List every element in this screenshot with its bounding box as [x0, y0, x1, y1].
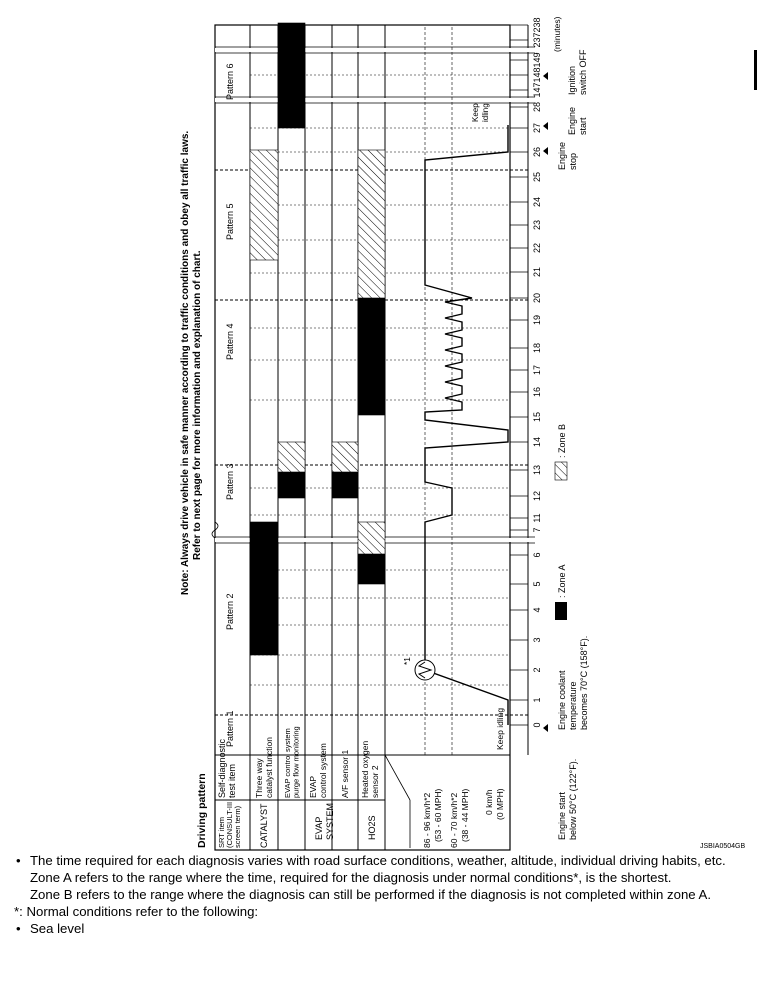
speed-mid-mph: (38 - 44 MPH): [460, 788, 470, 842]
annotation-engine-stop: stop: [568, 152, 578, 170]
zone-a-catalyst: [250, 525, 278, 655]
speed-trace: [425, 125, 508, 725]
zone-a-af-sensor: [332, 472, 358, 498]
time-tick-label: 11: [532, 513, 542, 523]
row-ho2s-srt: HO2S: [367, 815, 377, 840]
time-tick-label: 2: [532, 667, 542, 673]
pattern-label: Pattern 4: [225, 323, 235, 360]
zone-b-catalyst-p5: [250, 150, 278, 260]
time-tick-label: 1: [532, 697, 542, 703]
annotation-engine-start-cold: below 50°C (122°F).: [568, 758, 578, 840]
star1-label: *1: [402, 656, 412, 665]
note-sea-level-text: Sea level: [30, 921, 85, 936]
header-srt-item: (CONSULT-III: [225, 801, 234, 848]
time-tick-label: 148: [532, 67, 542, 83]
pattern-label: Pattern 2: [225, 593, 235, 630]
row-catalyst-item: Three way: [254, 758, 264, 798]
bullet-mark: •: [16, 853, 21, 868]
row-evap-purge: EVAP control system: [283, 728, 292, 798]
time-tick-label: 149: [532, 52, 542, 68]
time-tick-label: 14: [532, 436, 542, 448]
time-tick-label: 20: [532, 292, 542, 304]
note-bullet-time: [12, 852, 756, 869]
zone-b-af-sensor: [332, 442, 358, 472]
time-tick-label: 19: [532, 314, 542, 326]
annotation-engine-stop: Engine: [557, 141, 567, 170]
zone-a-evap-purge: [278, 472, 305, 498]
time-tick-label: 15: [532, 411, 542, 423]
legend-zone-a-swatch: [555, 602, 567, 620]
time-tick-label: 27: [532, 122, 542, 134]
speed-mid-label: 60 - 70 km/h*2: [449, 792, 459, 848]
note-zone-a: Zone A refers to the range where the time, required for the diagnosis under normal conditions*, is the shortest.: [30, 870, 672, 885]
event-arrow: [543, 724, 548, 732]
keep-idling-2-label: idling: [481, 103, 490, 122]
legend-zone-b-label: : Zone B: [557, 423, 567, 458]
time-tick-label: 5: [532, 581, 542, 587]
pattern-label: Pattern 5: [225, 203, 235, 240]
annotation-engine-start: start: [578, 117, 588, 135]
speed-zero-mph: (0 MPH): [495, 788, 505, 820]
speed-high-label: 86 - 96 km/h*2: [422, 792, 432, 848]
annotation-coolant: Engine coolant: [557, 670, 567, 730]
keep-idling-2-label: Keep: [471, 103, 480, 122]
annotation-engine-start: Engine: [567, 106, 577, 135]
row-af-sensor: A/F sensor 1: [340, 749, 350, 798]
notes-section: [12, 852, 756, 937]
note-normal-conditions: *: Normal conditions refer to the following:: [14, 904, 259, 919]
time-tick-label: 28: [532, 101, 542, 113]
time-tick-label: 17: [532, 364, 542, 376]
row-evap-purge: purge flow monitoring: [291, 726, 301, 798]
time-tick-label: 238: [532, 17, 542, 33]
bullet-mark: •: [16, 921, 21, 936]
note-bullet-sea-level: [12, 920, 756, 937]
time-tick-label: 3: [532, 637, 542, 643]
note-time-text: The time required for each diagnosis varies with road surface conditions, weather, altitude, individual driving habits, etc.: [30, 853, 726, 868]
header-srt-item: SRT item: [217, 817, 226, 848]
time-tick-label: 22: [532, 242, 542, 254]
keep-idling-label: Keep idling: [495, 707, 505, 750]
annotation-coolant: becomes 70°C (158°F).: [579, 635, 589, 730]
header-srt-item: screen term): [233, 805, 242, 848]
time-tick-label: 237: [532, 32, 542, 48]
row-evap-srt: SYSTEM: [325, 802, 335, 840]
row-hos2: Heated oxygen: [360, 740, 370, 798]
speed-zero-label: 0 km/h: [484, 789, 494, 815]
time-tick-label: 147: [532, 82, 542, 98]
event-arrow: [543, 72, 548, 80]
annotation-ignition-off: Ignition: [567, 65, 577, 95]
row-catalyst-item: catalyst function: [264, 737, 274, 798]
time-tick-label: 6: [532, 552, 542, 558]
time-tick-label: 26: [532, 146, 542, 158]
note-zone-b: Zone B refers to the range where the diagnosis can still be performed if the diagnosis is not completed within zone A.: [30, 887, 712, 902]
time-tick-label: 23: [532, 219, 542, 231]
zone-a-ho2s-p2: [358, 554, 385, 584]
page-edge-tab: [754, 50, 757, 90]
event-arrow: [543, 147, 548, 155]
time-tick-label: 13: [532, 464, 542, 476]
zone-a-catalyst-11: [250, 522, 278, 530]
zone-a-ho2s-p4: [358, 298, 385, 415]
annotation-coolant: temperature: [568, 681, 578, 730]
time-tick-label: 12: [532, 490, 542, 502]
pattern-label: Pattern 1: [225, 710, 235, 747]
speed-high-mph: (53 - 60 MPH): [433, 788, 443, 842]
time-tick-label: 21: [532, 266, 542, 278]
time-tick-label: 16: [532, 386, 542, 398]
row-catalyst-srt: CATALYST: [259, 803, 269, 848]
row-evap-srt: EVAP: [314, 816, 324, 840]
zone-b-evap-purge: [278, 442, 305, 472]
legend-zone-a-label: : Zone A: [557, 564, 567, 598]
zone-b-ho2s-p5: [358, 150, 385, 298]
time-tick-label: 25: [532, 171, 542, 183]
time-tick-label: 4: [532, 607, 542, 613]
zone-b-ho2s-p2: [358, 522, 385, 554]
time-tick-label: 18: [532, 342, 542, 354]
row-evap-control: control system: [318, 743, 328, 798]
note-line-1: Note: Always drive vehicle in safe manner according to traffic conditions and obey all traffic laws.: [180, 130, 191, 595]
legend-zone-b-swatch: [555, 462, 567, 480]
header-self-diagnostic: test item: [227, 763, 237, 798]
pattern-label: Pattern 3: [225, 463, 235, 500]
time-tick-label: 0: [532, 722, 542, 728]
header-self-diagnostic: Self-diagnostic: [217, 738, 227, 798]
row-evap-control: EVAP: [308, 775, 318, 798]
annotation-ignition-off: switch OFF: [578, 49, 588, 95]
diagram-title: Driving pattern: [196, 773, 208, 848]
figure-code: JSBIA0504GB: [700, 843, 746, 850]
event-arrow: [543, 122, 548, 130]
time-tick-label: 7: [532, 527, 542, 533]
pattern-label: Pattern 6: [225, 63, 235, 100]
note-line-2: Refer to next page for more information and explanation of chart.: [192, 250, 203, 560]
annotation-engine-start-cold: Engine start: [557, 791, 567, 840]
row-hos2: sensor 2: [370, 765, 380, 798]
time-tick-label: 24: [532, 196, 542, 208]
zone-a-evap-control: [278, 23, 305, 128]
minutes-label: (minutes): [552, 16, 562, 52]
